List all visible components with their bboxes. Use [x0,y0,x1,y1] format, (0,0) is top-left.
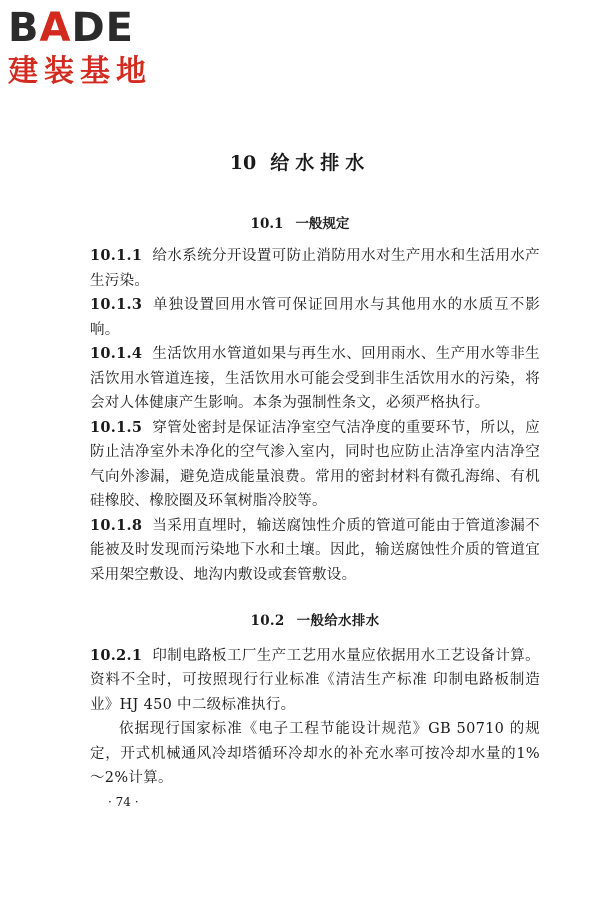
clause-text: 生活饮用水管道如果与再生水、回用雨水、生产用水等非生活饮用水管道连接，生活饮用水可能会受到非生活饮用水的污染，将会对人体健康产生影响。本条为强制性条文，必须严格执行。 [90,346,540,411]
chapter-number: 10 [229,152,257,174]
brand-logo [8,6,152,90]
clause-number: 10.1.3 [90,296,143,313]
clause [90,293,540,342]
section-title: 一般规定 [295,216,350,232]
section-title: 一般给水排水 [296,613,380,629]
clause-number: 10.2.1 [90,646,143,664]
clause-number: 10.1.4 [90,345,143,362]
clause [90,644,540,718]
page-number: · 74 · [108,795,139,809]
clause [90,244,540,293]
clause-number: 10.1.1 [90,247,143,264]
clause [90,416,540,514]
clause-number: 10.1.5 [90,418,143,436]
chapter-title: 给水排水 [270,152,371,174]
clause-text: 穿管处密封是保证洁净室空气洁净度的重要环节，所以，应防止洁净室外未净化的空气渗入室内，同时也应防止洁净室内洁净空气向外渗漏，避免造成能量浪费。常用的密封材料有微孔海绵、有机硅橡胶、橡胶圈及环氧树脂冷胶等。 [90,419,540,509]
clause-continuation: 依据现行国家标准《电子工程节能设计规范》GB 50710 的规定，开式机械通风冷却塔循环冷却水的补充水率可按冷却水量的1%～2%计算。 [90,721,540,786]
logo-subtitle: 建装基地 [8,54,152,89]
section-heading [90,609,540,634]
chapter-heading [0,148,600,175]
clause-text: 印制电路板工厂生产工艺用水量应依据用水工艺设备计算。资料不全时，可按照现行行业标准《清洁生产标准 印制电路板制造业》HJ 450 中二级标准执行。 [90,647,540,713]
clause-text: 给水系统分开设置可防止消防用水对生产用水和生活用水产生污染。 [90,248,540,289]
clause [90,514,540,588]
clause-text: 单独设置回用水管可保证回用水与其他用水的水质互不影响。 [90,297,540,338]
section-number: 10.1 [250,216,284,232]
logo-mark: BADE [8,5,134,51]
clause-text: 当采用直埋时，输送腐蚀性介质的管道可能由于管道渗漏不能被及时发现而污染地下水和土壤。因此，输送腐蚀性介质的管道宜采用架空敷设、地沟内敷设或套管敷设。 [90,517,540,583]
clause-number: 10.1.8 [90,516,143,534]
clause [90,342,540,416]
section-heading [0,212,600,232]
section-number: 10.2 [250,613,285,629]
page-body [90,244,540,791]
